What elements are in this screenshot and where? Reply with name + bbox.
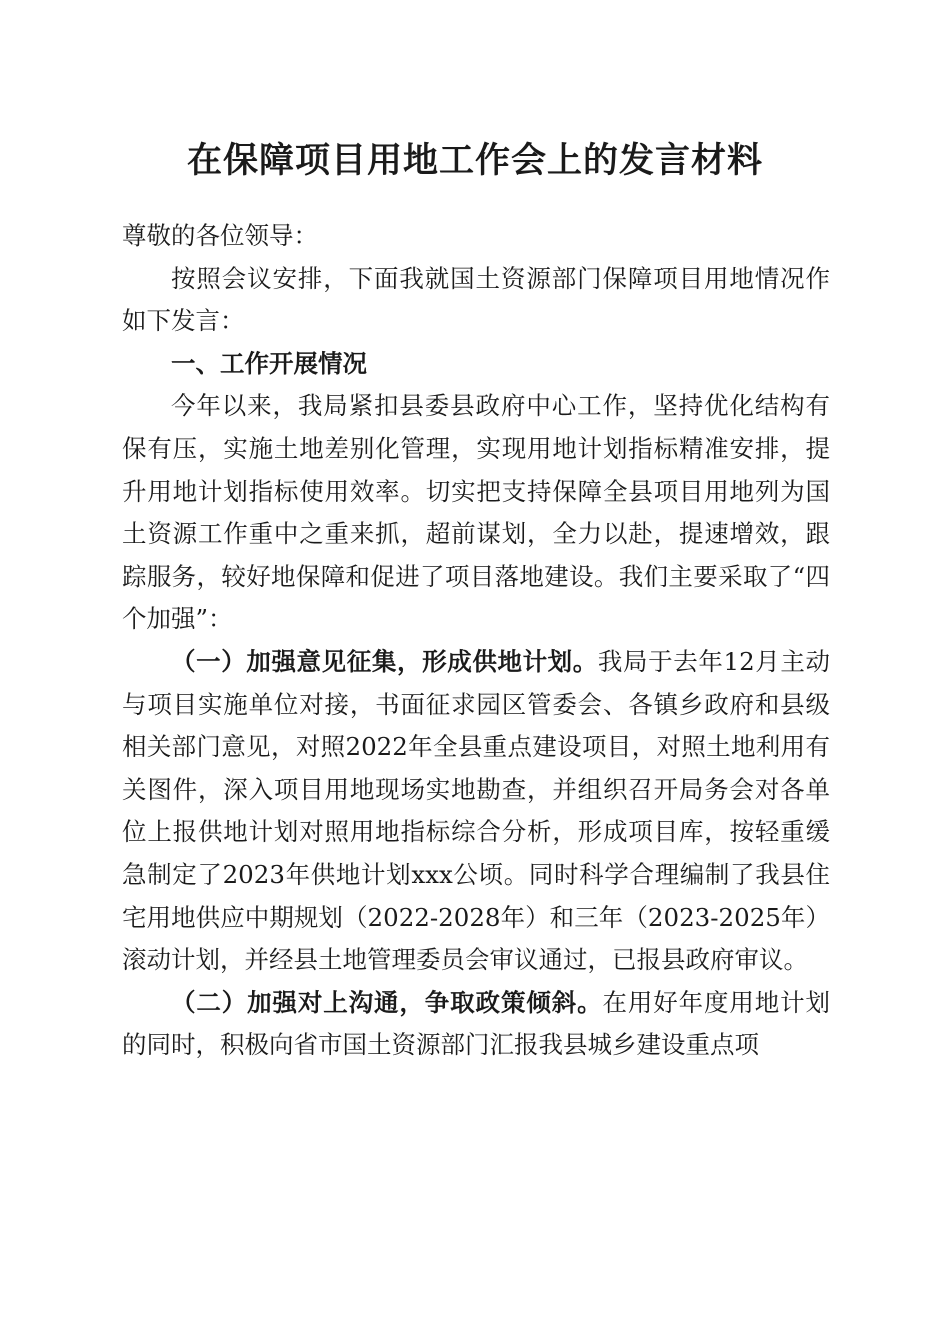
item-2-paragraph [122,982,830,1067]
intro-paragraph: 按照会议安排，下面我就国土资源部门保障项目用地情况作如下发言： [122,263,830,336]
section-heading: 一、工作开展情况 [171,348,367,378]
section-paragraph: 今年以来，我局紧扣县委县政府中心工作，坚持优化结构有保有压，实施土地差别化管理，实现用地计划指标精准安排，提升用地计划指标使用效率。切实把支持保障全县项目用地列为国土资源工作重中之重来抓，超前谋划，全力以赴，提速增效，跟踪服务，较好地保障和促进了项目落地建设。我们主要采取了“四个加强”： [122,391,830,634]
document-body [122,215,830,1067]
item-1-text: 我局于去年12月主动与项目实施单位对接，书面征求园区管委会、各镇乡政府和县级相关部门意见，对照2022年全县重点建设项目，对照土地利用有关图件，深入项目用地现场实地勘查，并组织召开局务会对各单位上报供地计划对照用地指标综合分析，形成项目库，按轻重缓急制定了2023年供地计划xxx公顷。同时科学合理编制了我县住宅用地供应中期规划（2022-2028年）和三年（2023-2025年）滚动计划，并经县土地管理委员会审议通过，已报县政府审议。 [122,646,830,975]
item-1-lead: （一）加强意见征集，形成供地计划。 [171,646,598,676]
item-2-text: 在用好年度用地计划的同时，积极向省市国土资源部门汇报我县城乡建设重点项 [122,987,831,1060]
item-2-lead: （二）加强对上沟通，争取政策倾斜。 [171,987,603,1017]
document-title: 在保障项目用地工作会上的发言材料 [186,140,763,181]
salutation: 尊敬的各位领导： [122,221,318,250]
item-1-paragraph [122,641,830,982]
